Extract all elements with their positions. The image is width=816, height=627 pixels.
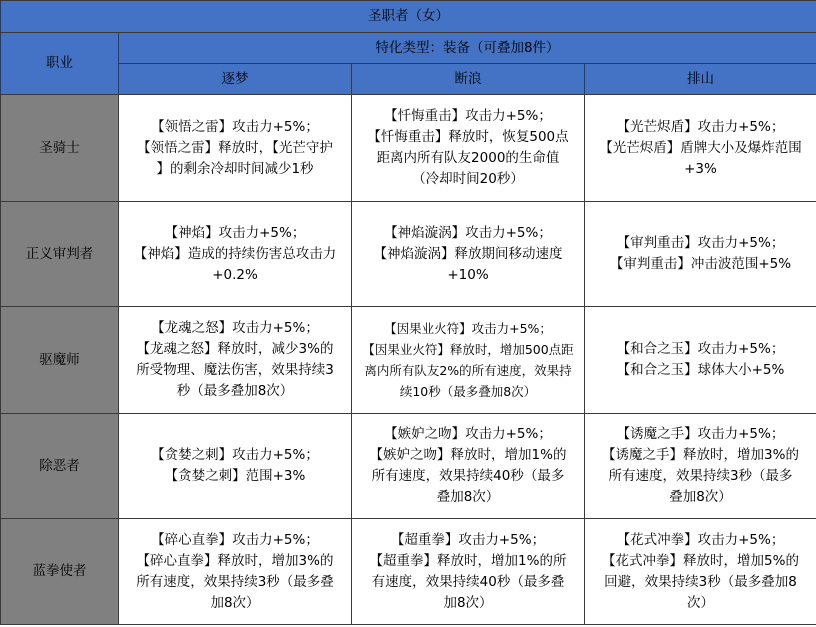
- effect-text-line: 【光芒烬盾】攻击力+5%；: [616, 118, 785, 135]
- table-row: [1, 519, 816, 625]
- effect-text-line: 【和合之玉】球体大小+5%: [616, 362, 785, 378]
- effect-text-line: 【光芒烬盾】盾牌大小及爆炸范围: [599, 139, 802, 156]
- effect-cell-zhumeng: [119, 95, 352, 202]
- effect-text-line: 【和合之玉】攻击力+5%；: [616, 341, 785, 357]
- effect-cell-duanlang: [352, 414, 585, 519]
- effect-text-line: 【超重拳】攻击力+5%；: [390, 531, 546, 548]
- effect-cell-zhumeng: [119, 307, 352, 414]
- job-name: 除恶者: [1, 414, 119, 519]
- table-row: [1, 414, 816, 519]
- effect-cell-paishan: [585, 95, 816, 202]
- effect-text-line: 【神焰漩涡】释放期间移动速度: [373, 245, 563, 262]
- effect-text-line: 【忏悔重击】释放时，恢复500点: [367, 129, 569, 145]
- effect-text-line: 【领悟之雷】攻击力+5%；: [151, 118, 319, 135]
- effect-text-line: 加8次）: [443, 594, 493, 611]
- effect-text-line: 【花式冲拳】攻击力+5%；: [616, 531, 785, 548]
- effect-text-line: 续10秒（最多叠加8次）: [399, 384, 537, 399]
- effect-text-line: +0.2%: [212, 266, 258, 283]
- effect-text-line: 【神焰】造成的持续伤害总攻击力: [133, 245, 337, 262]
- effect-text-line: 有速度，效果持续40秒（最多叠: [371, 573, 565, 590]
- effect-text-line: 秒（最多叠加8次）: [176, 383, 294, 399]
- job-column-header: 职业: [1, 33, 119, 95]
- effect-text-line: 】的剩余冷却时间减少1秒: [156, 160, 314, 177]
- column-header-duanlang: 断浪: [352, 64, 585, 95]
- effect-text-line: 叠加8次）: [436, 489, 500, 505]
- effect-text-line: （冷却时间20秒）: [412, 171, 524, 187]
- effect-text-line: 距离内所有队友2000的生命值: [376, 150, 560, 166]
- table-row: [1, 307, 816, 414]
- effect-text-line: 所受物理、魔法伤害，效果持续3: [136, 362, 334, 378]
- effect-cell-paishan: [585, 414, 816, 519]
- effect-text-line: 【因果业火符】释放时，增加500点距: [362, 342, 574, 357]
- effect-text-line: 【诱魔之手】释放时，增加3%的: [602, 447, 799, 463]
- effect-text-line: 【超重拳】释放时，增加1%的所: [369, 552, 567, 569]
- effect-text-line: 所有速度，效果持续3秒（最多: [608, 468, 793, 484]
- effect-text-line: 次）: [687, 594, 714, 611]
- effect-text-line: 加8次）: [210, 594, 260, 611]
- effect-text-line: 回避，效果持续3秒（最多叠加8: [604, 573, 797, 590]
- table-title: 圣职者（女）: [1, 1, 816, 33]
- effect-cell-paishan: [585, 307, 816, 414]
- table-body: [1, 95, 816, 625]
- effect-text-line: +3%: [684, 160, 717, 177]
- effect-text-line: 【龙魂之怒】释放时，减少3%的: [136, 341, 334, 357]
- effect-text-line: 【花式冲拳】释放时，增加5%的: [602, 552, 799, 569]
- effect-text-line: 【嫉妒之吻】攻击力+5%；: [384, 426, 552, 442]
- effect-text-line: 【龙魂之怒】攻击力+5%；: [151, 320, 319, 336]
- effect-cell-duanlang: [352, 202, 585, 307]
- effect-text-line: 【碎心直拳】释放时，增加3%的: [136, 552, 334, 569]
- job-name: 驱魔师: [1, 307, 119, 414]
- effect-cell-zhumeng: [119, 519, 352, 625]
- effect-cell-duanlang: [352, 307, 585, 414]
- effect-text-line: 【神焰漩涡】攻击力+5%；: [384, 224, 552, 241]
- specialization-header: 特化类型：装备（可叠加8件）: [119, 33, 816, 64]
- column-header-zhumeng: 逐梦: [119, 64, 352, 95]
- table-row: [1, 202, 816, 307]
- effect-text-line: 离内所有队友2%的所有速度，效果持: [364, 363, 572, 378]
- job-name: 圣骑士: [1, 95, 119, 202]
- effect-text-line: 【嫉妒之吻】释放时，增加1%的: [369, 447, 567, 463]
- effect-cell-zhumeng: [119, 202, 352, 307]
- effect-text-line: 【神焰】攻击力+5%；: [164, 224, 306, 241]
- job-name: 蓝拳使者: [1, 519, 119, 625]
- effect-text-line: 【审判重击】攻击力+5%；: [616, 235, 785, 251]
- job-name: 正义审判者: [1, 202, 119, 307]
- effect-cell-paishan: [585, 519, 816, 625]
- effect-text-line: 【贪婪之刺】范围+3%: [164, 468, 306, 484]
- effect-cell-duanlang: [352, 95, 585, 202]
- effect-text-line: 所有速度，效果持续40秒（最多: [371, 468, 565, 484]
- table-row: [1, 95, 816, 202]
- effect-text-line: 所有速度，效果持续3秒（最多叠: [136, 573, 334, 590]
- effect-text-line: 【因果业火符】攻击力+5%；: [384, 321, 552, 336]
- effect-text-line: 【审判重击】冲击波范围+5%: [609, 256, 792, 272]
- effect-text-line: +10%: [447, 266, 489, 283]
- effect-text-line: 【贪婪之刺】攻击力+5%；: [151, 447, 319, 463]
- column-header-paishan: 排山: [585, 64, 816, 95]
- effect-cell-duanlang: [352, 519, 585, 625]
- effect-cell-paishan: [585, 202, 816, 307]
- effect-text-line: 【忏悔重击】攻击力+5%；: [384, 108, 552, 124]
- effect-text-line: 【领悟之雷】释放时，【光芒守护: [137, 139, 333, 156]
- effect-text-line: 【诱魔之手】攻击力+5%；: [616, 426, 785, 442]
- effect-cell-zhumeng: [119, 414, 352, 519]
- effect-text-line: 叠加8次）: [669, 489, 732, 505]
- effect-text-line: 【碎心直拳】攻击力+5%；: [151, 531, 319, 548]
